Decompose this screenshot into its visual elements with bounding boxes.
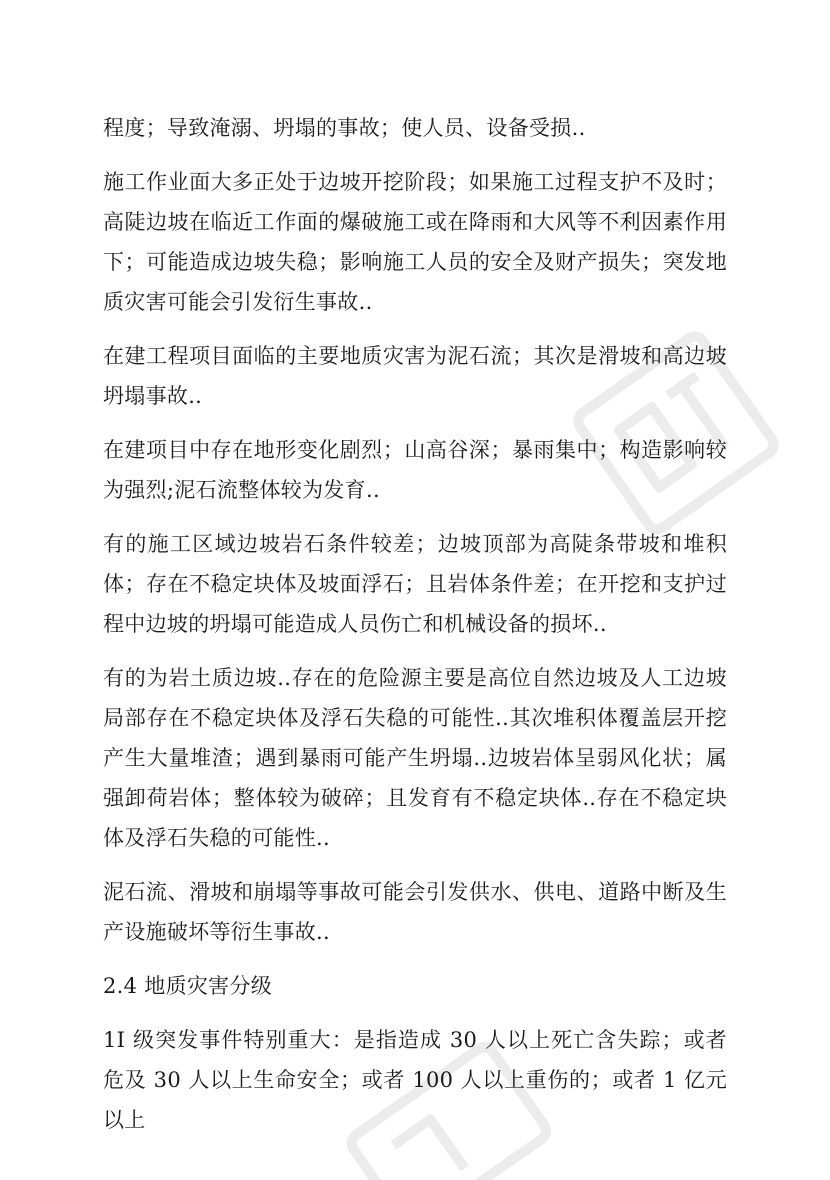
paragraph-4: 在建项目中存在地形变化剧烈；山高谷深；暴雨集中；构造影响较为强烈;泥石流整体较为发育.. — [103, 438, 727, 502]
paragraph-1: 程度；导致淹溺、坍塌的事故；使人员、设备受损.. — [103, 116, 586, 140]
section-heading: 2.4 地质灾害分级 — [103, 974, 273, 998]
document-body — [103, 108, 727, 1154]
paragraph-5: 有的施工区域边坡岩石条件较差；边坡顶部为高陡条带坡和堆积体；存在不稳定块体及坡面浮石；且岩体条件差；在开挖和支护过程中边坡的坍塌可能造成人员伤亡和机械设备的损坏.. — [103, 532, 727, 636]
paragraph-6: 有的为岩土质边坡..存在的危险源主要是高位自然边坡及人工边坡局部存在不稳定块体及浮石失稳的可能性..其次堆积体覆盖层开挖产生大量堆渣；遇到暴雨可能产生坍塌..边坡岩体呈弱风化状；属强卸荷岩体；整体较为破碎；且发育有不稳定块体..存在不稳定块体及浮石失稳的可能性.. — [103, 666, 727, 850]
paragraph-2: 施工作业面大多正处于边坡开挖阶段；如果施工过程支护不及时；高陡边坡在临近工作面的爆破施工或在降雨和大风等不利因素作用下；可能造成边坡失稳；影响施工人员的安全及财产损失；突发地质灾害可能会引发衍生事故.. — [103, 170, 727, 314]
paragraph-7: 泥石流、滑坡和崩塌等事故可能会引发供水、供电、道路中断及生产设施破坏等衍生事故.. — [103, 880, 727, 944]
paragraph-3: 在建工程项目面临的主要地质灾害为泥石流；其次是滑坡和高边坡坍塌事故.. — [103, 344, 727, 408]
paragraph-9: 1I 级突发事件特别重大：是指造成 30 人以上死亡含失踪；或者危及 30 人以上生命安全；或者 100 人以上重伤的；或者 1 亿元以上 — [103, 1028, 727, 1132]
